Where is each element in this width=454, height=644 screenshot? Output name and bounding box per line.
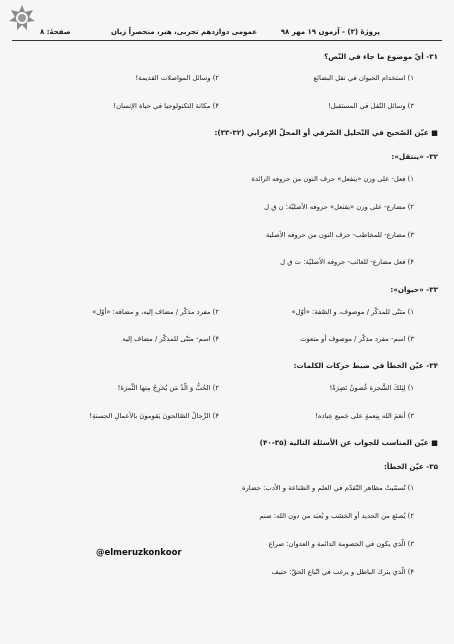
- q33-option-3: ۳) اسم- مفرد مذكّر / موصوف أو منعوت: [300, 335, 414, 343]
- question-33-title: ۳۳- «حيوان»:: [390, 285, 438, 294]
- q33-option-4: ۴) اسم- مثنّى للمذكّر / مضاف إليه: [122, 335, 219, 343]
- question-34-title: ۳۴- عيّن الخطأ في ضبط حركات الكلمات:: [293, 361, 438, 370]
- page-header: [12, 26, 442, 41]
- q34-option-3: ۳) أنعَمَ الله بِنِعمةٍ على جَميع عِباده!: [315, 412, 414, 420]
- q31-option-2: ۲) وسائل المواصلات القديمة!: [135, 74, 219, 82]
- q31-option-4: ۴) مكانة التكنولوجيا في حياة الإنسان!: [113, 102, 219, 110]
- instruction-32-33: ■ عيّن الصّحيح في التّحليل الصّرفي أو المحلّ الإعرابي (۳۲-۳۳):: [214, 128, 438, 137]
- q32-option-2: ۲) مضارع- على وزن «يفتعل» حروفه الأصليّة: ن ق ل: [264, 203, 414, 211]
- page-number: صفحهٔ: ۸: [40, 28, 71, 36]
- question-35-title: ۳۵- عيّن الخطأ:: [384, 462, 438, 471]
- instruction-35-40: ■ عيّن المناسب للجواب عن الأسئلة التالية (۳۵-۴۰): [259, 438, 438, 447]
- q34-option-2: ۲) الحُبُّ وَ الّذُ مَن يُخرِجُ مِنها الثَّمرَةَ!: [117, 384, 219, 392]
- q32-option-1: ۱) فعل- على وزن «ينفعل» حرف النون من حروفه الزائدة: [251, 175, 414, 183]
- q35-option-1: ۱) تُسمّيتُ مظاهر التّقدّم في العلم و الصّناعة و الأدب: حضارة: [241, 484, 414, 492]
- question-31-title: ۳۱- أيّ موضوع ما جاء في النّص؟: [324, 52, 438, 61]
- q32-option-3: ۳) مضارع- للمخاطب- حرف النون من حروفه الأصلية: [265, 231, 414, 239]
- channel-watermark: @elmeruzkonkoor: [96, 548, 182, 558]
- q35-option-2: ۲) يُصنَع من الحديد أو الخشب و يُعبَد من دون الله: صنم: [259, 512, 414, 520]
- q31-option-3: ۳) وسائل النّقل في المستقبل!: [328, 102, 414, 110]
- q35-option-3: ۳) الّذي يكون في الخصومة الدائمة و العدوان: صراع: [268, 540, 414, 548]
- q34-option-1: ۱) لِتِلكَ الشَّجرة غُصونٌ نَضِرَةٌ!: [329, 384, 414, 392]
- q32-option-4: ۴) فعل مضارع- للغائب- حروفه الأصليّة: ت ق ل: [280, 258, 414, 266]
- q33-option-2: ۲) مفرد مذكّر / مضاف إليه، و مضافه: «أوّل»: [92, 308, 219, 316]
- exam-title: پروژهٔ (۳) - آزمون ۱۹ مهر ۹۸: [280, 28, 380, 36]
- q33-option-1: ۱) مثنّى للمذكّر / موصوف، و الصّفة: «أوّل»: [291, 308, 414, 316]
- q31-option-1: ۱) استخدام الحيوان في نقل البضائع: [313, 74, 414, 82]
- exam-subject: عمومی دوازدهم تجربی، هنر، منحصراً زبان: [110, 28, 257, 36]
- q35-option-4: ۴) الّذي يترك الباطل و يرغب في اتّباع الحقّ: حنيف: [271, 568, 414, 576]
- q34-option-4: ۴) الرِّجالُ الصّالحونَ يَقومونَ بالأعمالِ الحسنةِ!: [89, 412, 219, 420]
- question-32-title: ۳۲- «ينتقل»:: [391, 152, 438, 161]
